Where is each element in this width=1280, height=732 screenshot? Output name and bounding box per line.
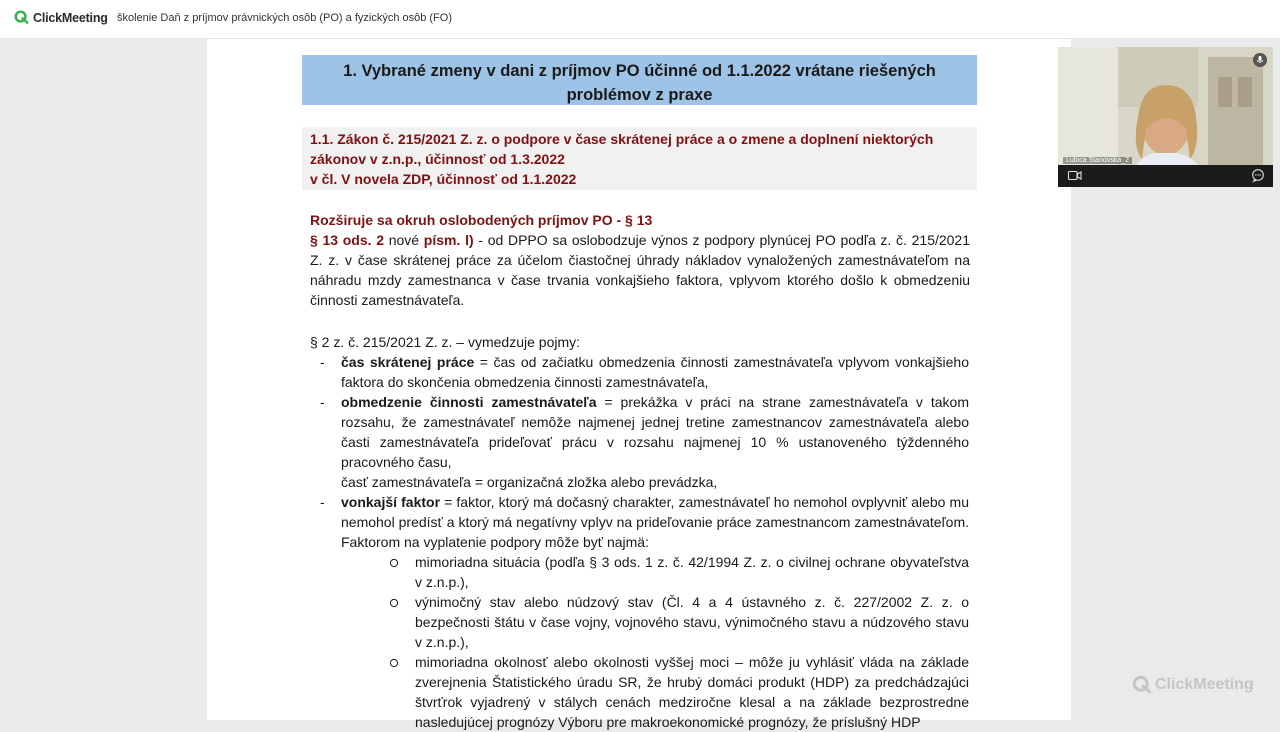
clickmeeting-watermark-icon bbox=[1132, 675, 1152, 695]
brand-name: ClickMeeting bbox=[33, 10, 108, 25]
bullet-term: čas skrátenej práce bbox=[341, 354, 475, 370]
bullet-dash: - bbox=[320, 394, 325, 410]
camera-icon[interactable] bbox=[1068, 170, 1082, 181]
bullet-obmedzenie-cinnosti bbox=[341, 392, 969, 472]
clickmeeting-logo-icon bbox=[14, 10, 29, 25]
sub-bullet-mimoriadna-situacia: mimoriadna situácia (podľa § 3 ods. 1 z. č. 42/1994 Z. z. o civilnej ochrane obyvateľstva v z.n.p.), bbox=[415, 554, 969, 590]
session-title: školenie Daň z príjmov právnických osôb (PO) a fyzických osôb (FO) bbox=[117, 12, 453, 24]
section-reference: § 13 ods. 2 bbox=[310, 232, 385, 248]
sub-bullet-mimoriadna-okolnost: mimoriadna okolnosť alebo okolnosti vyššej moci – môže ju vyhlásiť vláda na základe zverejnenia Štatistického úradu SR, že hrubý domáci produkt (HDP) za predchádzajúci štvrťrok vyjadrený v stálych cenách medziročne klesal a na základe bezprostredne nasledujúcej prognózy Výboru pre makroekonomické prognózy, že príslušný HDP bbox=[415, 654, 969, 730]
paragraph-title: Rozširuje sa okruh oslobodených príjmov PO - § 13 bbox=[310, 212, 653, 228]
slide-heading bbox=[307, 59, 972, 107]
heading-line-2: problémov z praxe bbox=[566, 86, 713, 104]
bullet-text: = faktor, ktorý má dočasný charakter, zamestnávateľ ho nemohol ovplyvniť alebo mu nemohol predísť a ktorý má negatívny vplyv na prideľovanie práce zamestnancom zamestnávateľom. Faktorom na vyplatenie podpory môže byť najmä: bbox=[341, 494, 969, 550]
heading-line-1: 1. Vybrané zmeny v dani z príjmov PO účinné od 1.1.2022 vrátane riešených bbox=[343, 62, 936, 80]
mid-text: nové bbox=[384, 232, 424, 248]
presentation-slide bbox=[207, 39, 1071, 730]
subheading-line-2: zákonov v z.n.p., účinnosť od 1.3.2022 bbox=[310, 151, 565, 168]
sub-bullet-vynimocny-stav: výnimočný stav alebo núdzový stav (Čl. 4 a 4 ústavného z. č. 227/2002 Z. z. o bezpečnosti štátu v čase vojny, vojnového stavu, výnimočného stavu a núdzového stavu v z.n.p.), bbox=[415, 594, 969, 650]
bullet-text: = prekážka v práci na strane zamestnávateľa v takom rozsahu, že zamestnávateľ nemôže najmenej jednej tretine zamestnancov zamestnávateľa alebo časti zamestnávateľa prideľovať prácu v rozsahu najmenej 10 % ustanoveného týždenného pracovného času, bbox=[341, 394, 969, 470]
bullet-dash: - bbox=[320, 494, 325, 510]
paragraph-text: - od DPPO sa oslobodzuje výnos z podpory plynúcej PO podľa z. č. 215/2021 Z. z. v čase skrátenej práce za účelom čiastočnej úhrady nákladov vynaložených zamestnávateľom na náhradu mzdy zamestnanca v čase trvania vonkajšieho faktora, vplyvom ktorého došlo k obmedzeniu činnosti zamestnávateľa. bbox=[310, 232, 971, 308]
bullet-cas-skratenej-prace bbox=[341, 352, 969, 392]
paragraph-pojmy: § 2 z. č. 215/2021 Z. z. – vymedzuje pojmy: bbox=[310, 334, 581, 350]
slide-subheading bbox=[310, 129, 970, 190]
webcam-controls bbox=[1058, 165, 1273, 187]
subheading-line-1: 1.1. Zákon č. 215/2021 Z. z. o podpore v čase skrátenej práce a o zmene a doplnení niektorých bbox=[310, 131, 934, 147]
circle-bullet-icon bbox=[389, 658, 399, 668]
bullet-text: = čas od začiatku obmedzenia činnosti zamestnávateľa vplyvom vonkajšieho faktora do skončenia obmedzenia činnosti zamestnávateľa, bbox=[341, 354, 969, 390]
bullet-vonkajsi-faktor bbox=[341, 492, 969, 552]
presenter-webcam[interactable] bbox=[1058, 47, 1273, 187]
paragraph-oslobodene-prijmy bbox=[310, 210, 970, 310]
subheading-line-3: v čl. V novela ZDP, účinnosť od 1.1.2022 bbox=[310, 171, 577, 188]
clickmeeting-watermark bbox=[1132, 675, 1254, 695]
letter-reference: písm. l) bbox=[423, 232, 474, 248]
participant-name: Lubica Stanovská_2 bbox=[1063, 157, 1132, 164]
bullet-term: obmedzenie činnosti zamestnávateľa bbox=[341, 394, 597, 410]
bullet-dash: - bbox=[320, 354, 325, 370]
brand-logo[interactable] bbox=[14, 10, 108, 25]
circle-bullet-icon bbox=[389, 598, 399, 608]
watermark-text: ClickMeeting bbox=[1155, 676, 1254, 693]
circle-bullet-icon bbox=[389, 558, 399, 568]
top-bar bbox=[0, 0, 1280, 39]
mic-icon[interactable] bbox=[1253, 53, 1267, 67]
bullet-extra-cast-zamestnavatela: časť zamestnávateľa = organizačná zložka alebo prevádzka, bbox=[341, 474, 718, 490]
chat-icon[interactable] bbox=[1251, 169, 1265, 182]
bullet-term: vonkajší faktor bbox=[341, 494, 441, 510]
